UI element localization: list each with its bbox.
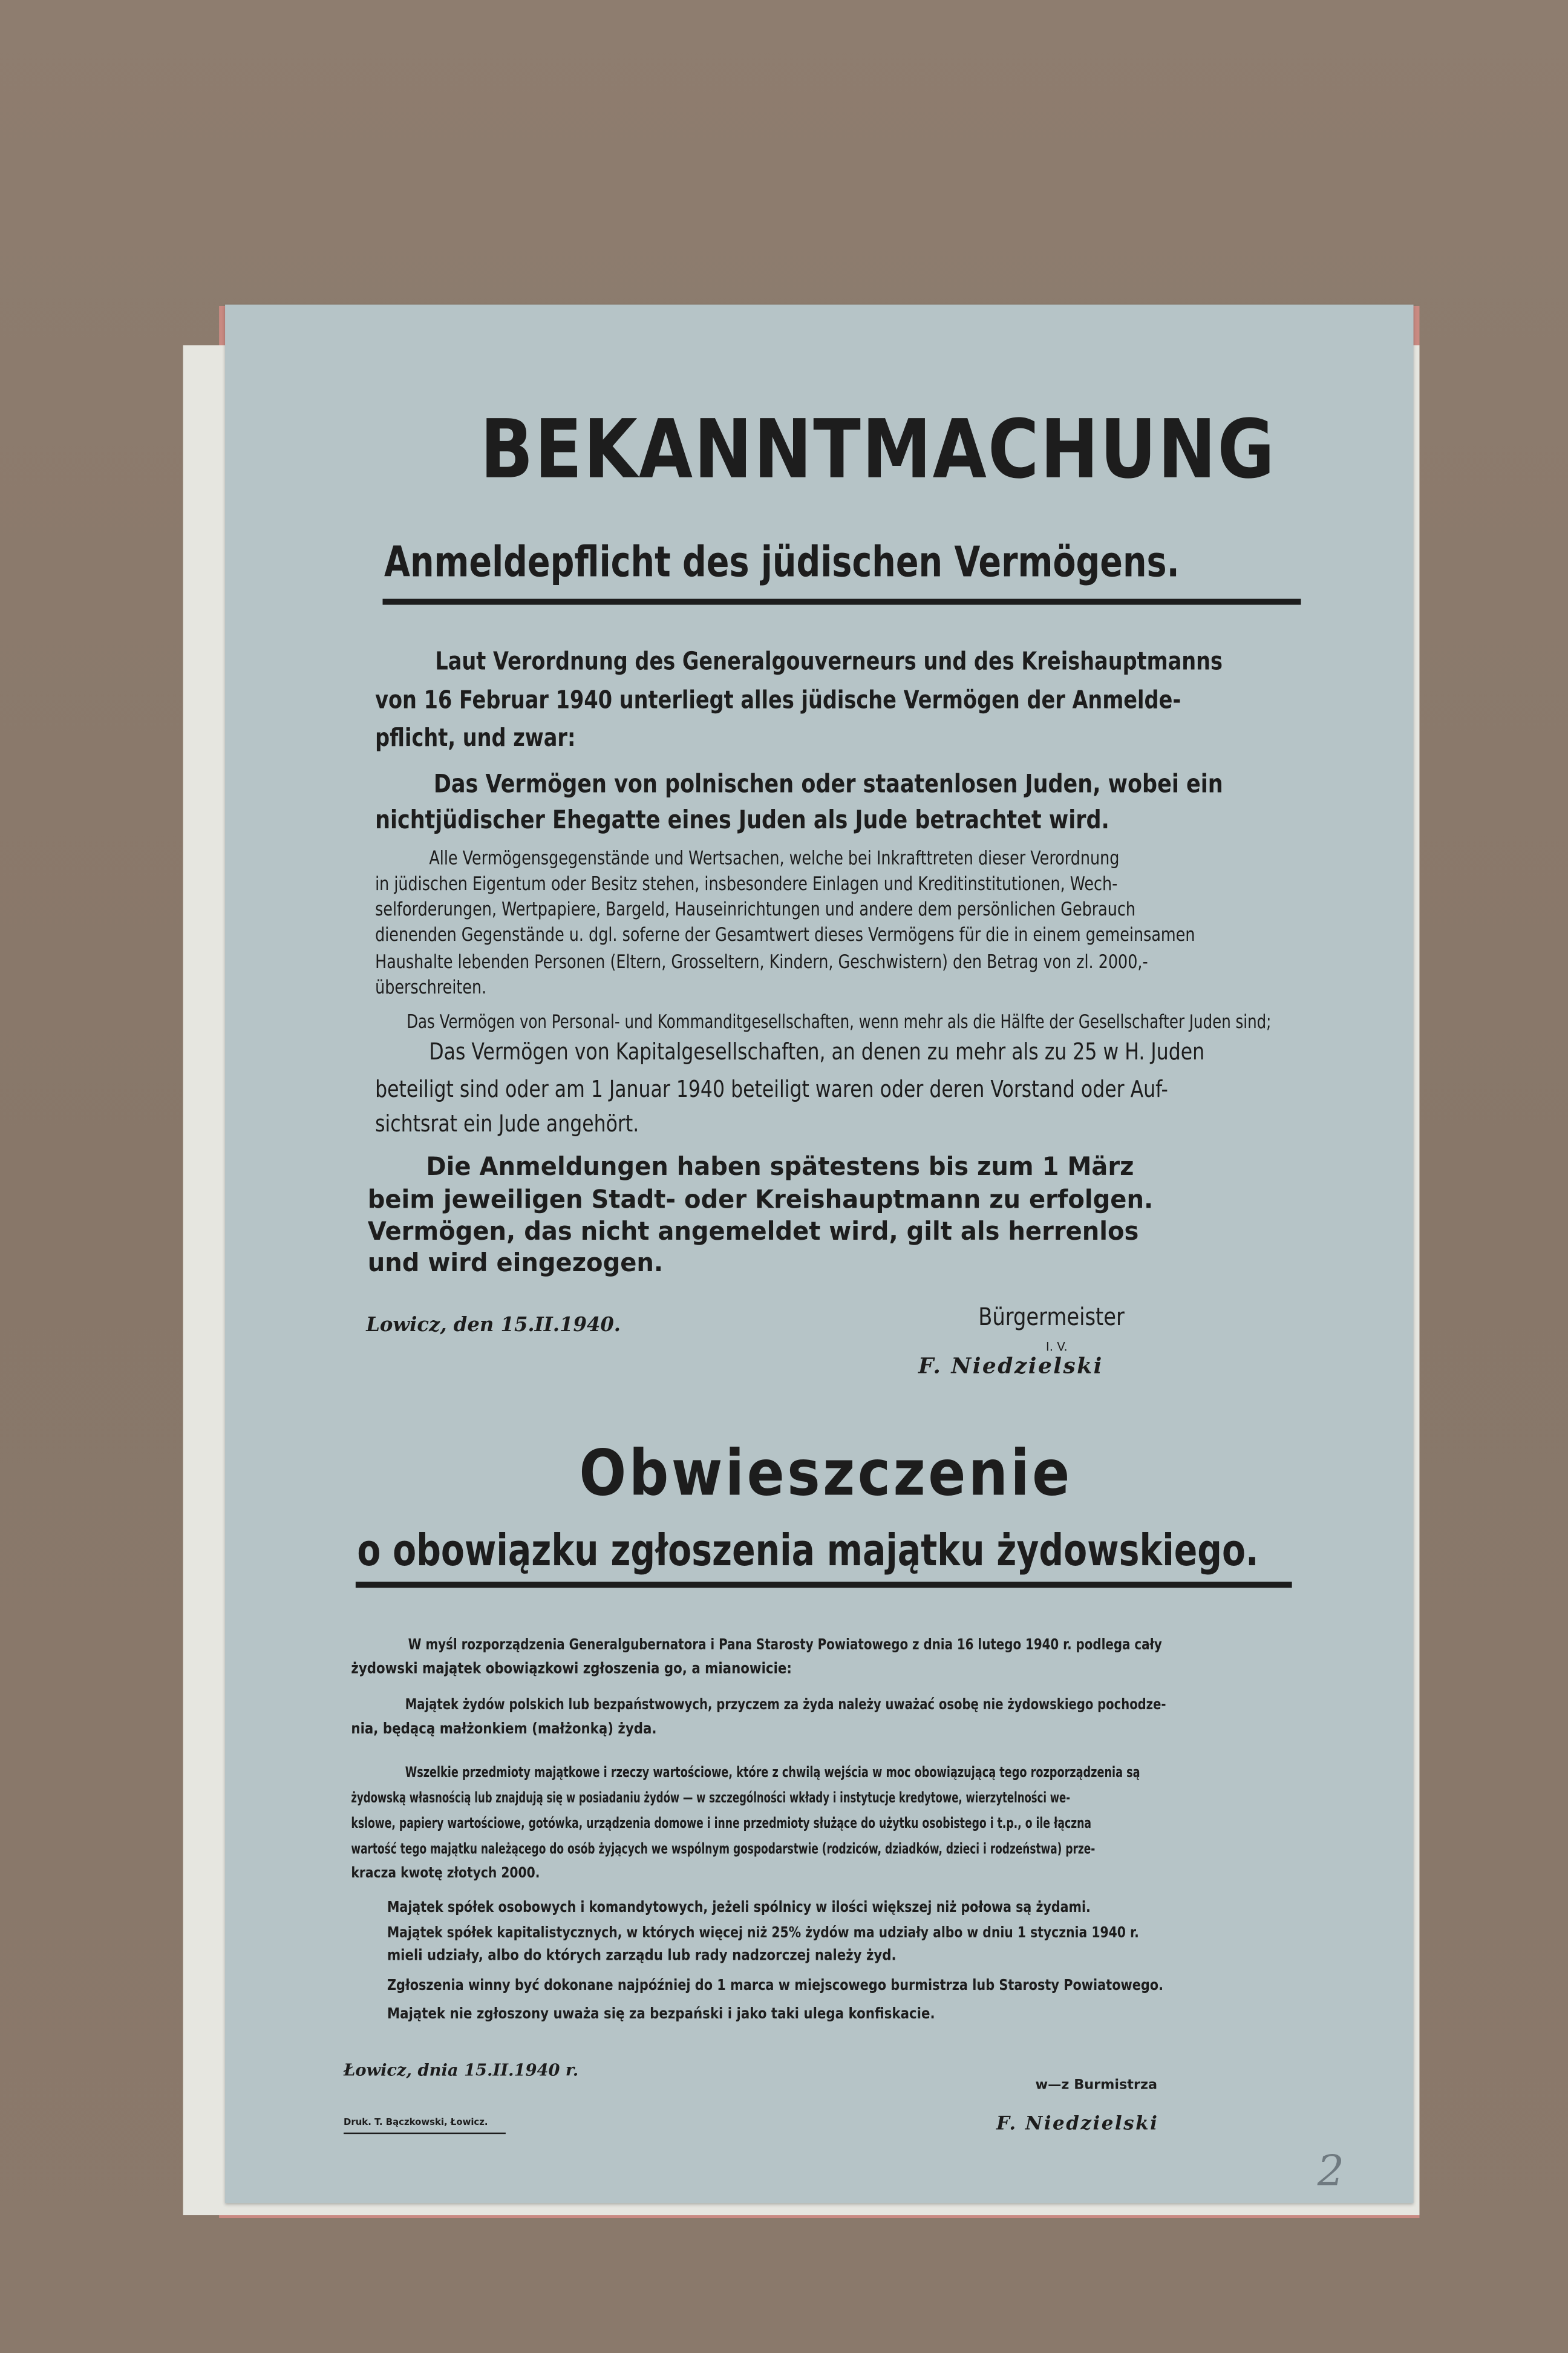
german-details-line: dienenden Gegenstände u. dgl. soferne der Gesamtwert dieses Vermögens für die in einem gemeinsamen	[375, 923, 1195, 946]
german-signer-title: Bürgermeister	[978, 1302, 1125, 1332]
polish-subtitle-underline	[356, 1582, 1292, 1588]
german-details-line: selforderungen, Wertpapiere, Bargeld, Hauseinrichtungen und andere dem persönlichen Gebrauch	[375, 897, 1135, 920]
polish-details-line: kracza kwotę złotych 2000.	[351, 1865, 540, 1882]
polish-intro-line: W myśl rozporządzenia Generalgubernatora i Pana Starosty Powiatowego z dnia 16 lutego 1940 r. podlega cały	[408, 1637, 1162, 1654]
polish-point-one-line: nia, będącą małżonkiem (małżonką) żyda.	[351, 1721, 657, 1738]
polish-intro-line: żydowski majątek obowiązkowi zgłoszenia go, a mianowicie:	[351, 1661, 792, 1678]
german-point-one-line: nichtjüdischer Ehegatte eines Juden als Jude betrachtet wird.	[375, 805, 1109, 836]
german-deadline-line: Vermögen, das nicht angemeldet wird, gilt als herrenlos	[367, 1217, 1139, 1248]
german-capital-line: sichtsrat ein Jude angehört.	[375, 1110, 639, 1138]
german-partnerships: Das Vermögen von Personal- und Kommanditgesellschaften, wenn mehr als die Hälfte der Gesellschafter Juden sind;	[407, 1010, 1272, 1033]
german-details-line: Haushalte lebenden Personen (Eltern, Grosseltern, Kindern, Geschwistern) den Betrag von zl. 2000,-	[375, 950, 1148, 973]
polish-capital-line: mieli udziały, albo do których zarządu lub rady nadzorczej należy żyd.	[387, 1948, 897, 1965]
polish-deadline-line: Majątek nie zgłoszony uważa się za bezpański i jako taki ulega konfiskacie.	[387, 2006, 935, 2023]
german-details-line: in jüdischen Eigentum oder Besitz stehen, insbesondere Einlagen und Kreditinstitutionen, Wech-	[375, 872, 1118, 895]
printer-imprint-underline	[344, 2133, 506, 2134]
polish-details-line: żydowską własnością lub znajdują się w posiadaniu żydów — w szczególności wkłady i instytucje kredytowe, wierzytelności we-	[351, 1790, 1071, 1807]
german-point-one-line: Das Vermögen von polnischen oder staatenlosen Juden, wobei ein	[433, 770, 1223, 800]
polish-deadline-line: Zgłoszenia winny być dokonane najpóźniej do 1 marca w miejscowego burmistrza lub Starosty Powiatowego.	[387, 1978, 1164, 1995]
printer-imprint: Druk. T. Bączkowski, Łowicz.	[344, 2117, 488, 2129]
polish-subtitle: o obowiązku zgłoszenia majątku żydowskiego.	[357, 1525, 1259, 1576]
polish-partnerships: Majątek spółek osobowych i komandytowych, jeżeli spólnicy w ilości większej niż połowa są żydami.	[387, 1900, 1091, 1917]
german-deadline-line: und wird eingezogen.	[367, 1248, 664, 1279]
german-capital-line: beteiligt sind oder am 1 Januar 1940 beteiligt waren oder deren Vorstand oder Auf-	[375, 1076, 1168, 1104]
german-intro-line: von 16 Februar 1940 unterliegt alles jüdische Vermögen der Anmelde-	[375, 686, 1181, 715]
german-signer-name: F. Niedzielski	[918, 1353, 1103, 1379]
german-place-date: Lowicz, den 15.II.1940.	[366, 1314, 621, 1338]
polish-capital-line: Majątek spółek kapitalistycznych, w których więcej niż 25% żydów ma udziały albo w dniu 1 stycznia 1940 r.	[387, 1925, 1139, 1942]
german-intro-line: pflicht, und zwar:	[375, 723, 576, 752]
german-deadline-line: Die Anmeldungen haben spätestens bis zum 1 März	[426, 1152, 1134, 1183]
german-details-line: Alle Vermögensgegenstände und Wertsachen, welche bei Inkrafttreten dieser Verordnung	[429, 846, 1120, 869]
polish-signer-name: F. Niedzielski	[996, 2111, 1159, 2135]
polish-point-one-line: Majątek żydów polskich lub bezpaństwowych, przyczem za żyda należy uważać osobę nie żydowskiego pochodze-	[405, 1697, 1166, 1714]
german-subtitle: Anmeldepflicht des jüdischen Vermögens.	[384, 537, 1180, 587]
polish-title: Obwieszczenie	[579, 1436, 1073, 1510]
polish-details-line: kslowe, papiery wartościowe, gotówka, urządzenia domowe i inne przedmioty służące do użytku osobistego i t.p., o ile łączna	[351, 1816, 1092, 1833]
german-intro-line: Laut Verordnung des Generalgouverneurs und des Kreishauptmanns	[435, 647, 1223, 676]
german-capital-line: Das Vermögen von Kapitalgesellschaften, an denen zu mehr als zu 25 w H. Juden	[429, 1038, 1205, 1066]
polish-place-date: Łowicz, dnia 15.II.1940 r.	[344, 2060, 579, 2080]
german-subtitle-underline	[383, 599, 1301, 605]
polish-details-line: wartość tego majątku należącego do osób żyjących we wspólnym gospodarstwie (rodziców, dziadków, dzieci i rodzeństwa) prze-	[351, 1841, 1096, 1858]
german-deadline-line: beim jeweiligen Stadt- oder Kreishauptmann zu erfolgen.	[367, 1185, 1154, 1216]
pencil-mark: 2	[1317, 2145, 1345, 2196]
polish-details-line: Wszelkie przedmioty majątkowe i rzeczy wartościowe, które z chwilą wejścia w moc obowiązującą tego rozporządzenia są	[405, 1764, 1140, 1782]
polish-signer-title: w—z Burmistrza	[1035, 2078, 1158, 2094]
german-title: BEKANNTMACHUNG	[480, 402, 1276, 497]
german-signer-iv: I. V.	[1045, 1340, 1068, 1354]
german-details-line: überschreiten.	[375, 975, 487, 998]
